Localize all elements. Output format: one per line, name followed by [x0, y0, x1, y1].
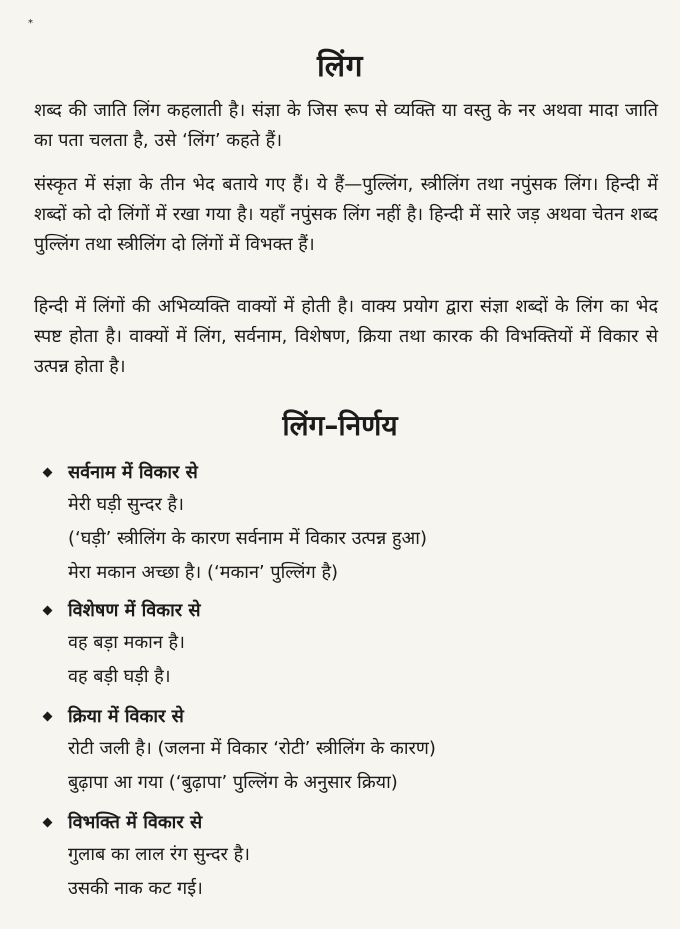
paragraph-definition: शब्द की जाति लिंग कहलाती है। संज्ञा के जिस रूप से व्यक्ति या वस्तु के नर अथवा मादा जाति का पता चलता है, उसे ‘लिंग’ कहते हैं।: [34, 100, 658, 151]
example-line: गुलाब का लाल रंग सुन्दर है।: [68, 844, 250, 865]
rule-section-pronoun: [44, 458, 644, 590]
rule-heading: [44, 458, 644, 488]
paragraph-types: संस्कृत में संज्ञा के तीन भेद बताये गए हैं। ये हैं—पुल्लिंग, स्त्रीलिंग तथा नपुंसक लिंग। हिन्दी में शब्दों को दो लिंगों में रखा गया है। यहाँ नपुंसक लिंग नहीं है। हिन्दी में सारे जड़ अथवा चेतन शब्द पुल्लिंग तथा स्त्रीलिंग दो लिंगों में विभक्त हैं।: [34, 174, 658, 255]
example-line: बुढ़ापा आ गया (‘बुढ़ापा’ पुल्लिंग के अनुसार क्रिया): [68, 772, 398, 793]
example-line: उसकी नाक कट गई।: [68, 878, 203, 899]
paragraph-expression: हिन्दी में लिंगों की अभिव्यक्ति वाक्यों में होती है। वाक्य प्रयोग द्वारा संज्ञा शब्दों के लिंग का भेद स्पष्ट होता है। वाक्यों में लिंग, सर्वनाम, विशेषण, क्रिया तथा कारक की विभक्तियों में विकार से उत्पन्न होता है।: [34, 296, 658, 377]
example-line: वह बड़ी घड़ी है।: [68, 666, 171, 687]
example-line: (‘घड़ी’ स्त्रीलिंग के कारण सर्वनाम में विकार उत्पन्न हुआ): [68, 528, 427, 549]
rule-section-adjective: [44, 596, 644, 694]
example-line: रोटी जली है। (जलना में विकार ‘रोटी’ स्त्रीलिंग के कारण): [68, 738, 436, 759]
rule-heading-text: विभक्ति में विकार से: [68, 812, 203, 833]
bullet-icon: [43, 712, 53, 722]
bullet-icon: [43, 468, 53, 478]
rule-heading-text: विशेषण में विकार से: [68, 600, 201, 621]
rule-heading: [44, 808, 644, 838]
rule-heading-text: क्रिया में विकार से: [68, 706, 184, 727]
corner-mark: *: [28, 18, 33, 29]
section-title: लिंग–निर्णय: [282, 409, 398, 442]
page-title: लिंग: [317, 49, 363, 84]
bullet-icon: [43, 818, 53, 828]
bullet-icon: [43, 606, 53, 616]
example-line: मेरी घड़ी सुन्दर है।: [68, 494, 184, 515]
example-line: मेरा मकान अच्छा है। (‘मकान’ पुल्लिंग है): [68, 562, 339, 583]
example-line: वह बड़ा मकान है।: [68, 632, 185, 653]
rule-heading-text: सर्वनाम में विकार से: [68, 462, 198, 483]
rule-section-verb: [44, 702, 644, 800]
rule-section-case-ending: [44, 808, 644, 906]
rule-heading: [44, 596, 644, 626]
rule-heading: [44, 702, 644, 732]
